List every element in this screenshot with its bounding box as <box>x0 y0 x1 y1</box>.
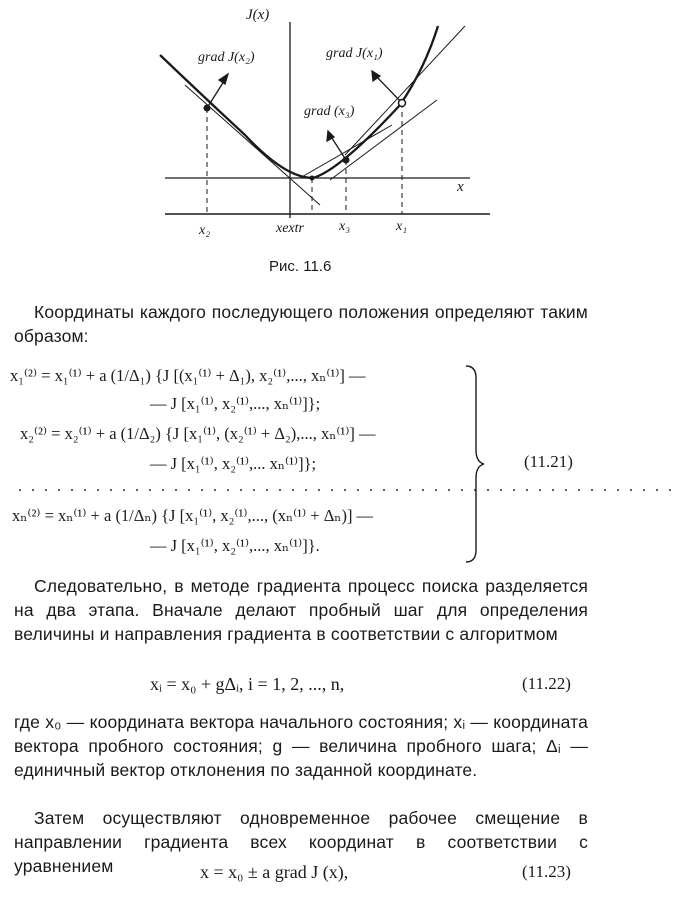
equation-number-11-23: (11.23) <box>522 862 571 881</box>
equation-number-11-21: (11.21) <box>524 452 573 471</box>
system-line-4: — J [x₁⁽¹⁾, x₂⁽¹⁾,... xₙ⁽¹⁾]}; <box>150 454 317 473</box>
grad-label-x2: grad J(x₂) <box>198 50 255 65</box>
equation-11-23: x = x₀ ± a grad J (x), <box>200 862 349 882</box>
tick-label-x2: x₂ <box>199 223 211 238</box>
paragraph-intro: Координаты каждого последующего положения определяют таким образом: <box>14 302 588 346</box>
system-line-2: — J [x₁⁽¹⁾, x₂⁽¹⁾,..., xₙ⁽¹⁾]}; <box>150 394 321 413</box>
tangent-x2 <box>185 85 320 205</box>
system-ellipsis: ................................................... <box>18 478 681 495</box>
system-line-1: x₁⁽²⁾ = x₁⁽¹⁾ + a (1/Δ₁) {J [(x₁⁽¹⁾ + Δ₁), x₂⁽¹⁾,..., xₙ⁽¹⁾] — <box>10 366 366 385</box>
paragraph-working-step: Затем осуществляют одновременное рабочее смещение в направлении градиента всех координат в соответствии с уравнением <box>14 808 588 876</box>
arrowhead-x2 <box>219 74 228 84</box>
x-axis-label: x <box>457 179 464 195</box>
grad-label-x1: grad J(x₁) <box>326 46 383 61</box>
system-brace <box>460 364 490 564</box>
system-line-3: x₂⁽²⁾ = x₂⁽¹⁾ + a (1/Δ₂) {J [x₁⁽¹⁾, (x₂⁽¹⁾ + Δ₂),..., xₙ⁽¹⁾] — <box>20 424 376 443</box>
paragraph-definitions: где x₀ — координата вектора начального состояния; xᵢ — координата вектора пробного состояния; g — величина пробного шага; Δᵢ — единичный вектор отклонения по заданной координате. <box>14 712 588 780</box>
y-axis-label: J(x) <box>246 7 270 23</box>
grad-arrow-x1 <box>375 75 402 103</box>
point-xextr <box>310 176 315 181</box>
system-line-5: xₙ⁽²⁾ = xₙ⁽¹⁾ + a (1/Δₙ) {J [x₁⁽¹⁾, x₂⁽¹⁾,..., (xₙ⁽¹⁾ + Δₙ)] — <box>12 506 374 525</box>
paragraph-method: Следовательно, в методе градиента процесс поиска разделяется на два этапа. Вначале делают пробный шаг для определения величины и направления градиента в соответствии с алгоритмом <box>14 576 588 644</box>
tick-label-x1: x₁ <box>396 219 408 234</box>
grad-label-x3: grad (x₃) <box>304 104 355 119</box>
equation-11-22: xᵢ = x₀ + gΔᵢ, i = 1, 2, ..., n, <box>150 674 345 694</box>
tick-label-x3: x₃ <box>339 219 351 234</box>
point-x1 <box>399 100 406 107</box>
point-x3 <box>343 157 350 164</box>
point-x2 <box>204 105 211 112</box>
system-line-6: — J [x₁⁽¹⁾, x₂⁽¹⁾,..., xₙ⁽¹⁾]}. <box>150 536 320 555</box>
equation-number-11-22: (11.22) <box>522 674 571 693</box>
function-curve <box>160 26 438 178</box>
figure-caption: Рис. 11.6 <box>269 258 332 275</box>
gradient-figure <box>0 0 600 250</box>
tick-label-xextr: xextr <box>276 221 304 236</box>
